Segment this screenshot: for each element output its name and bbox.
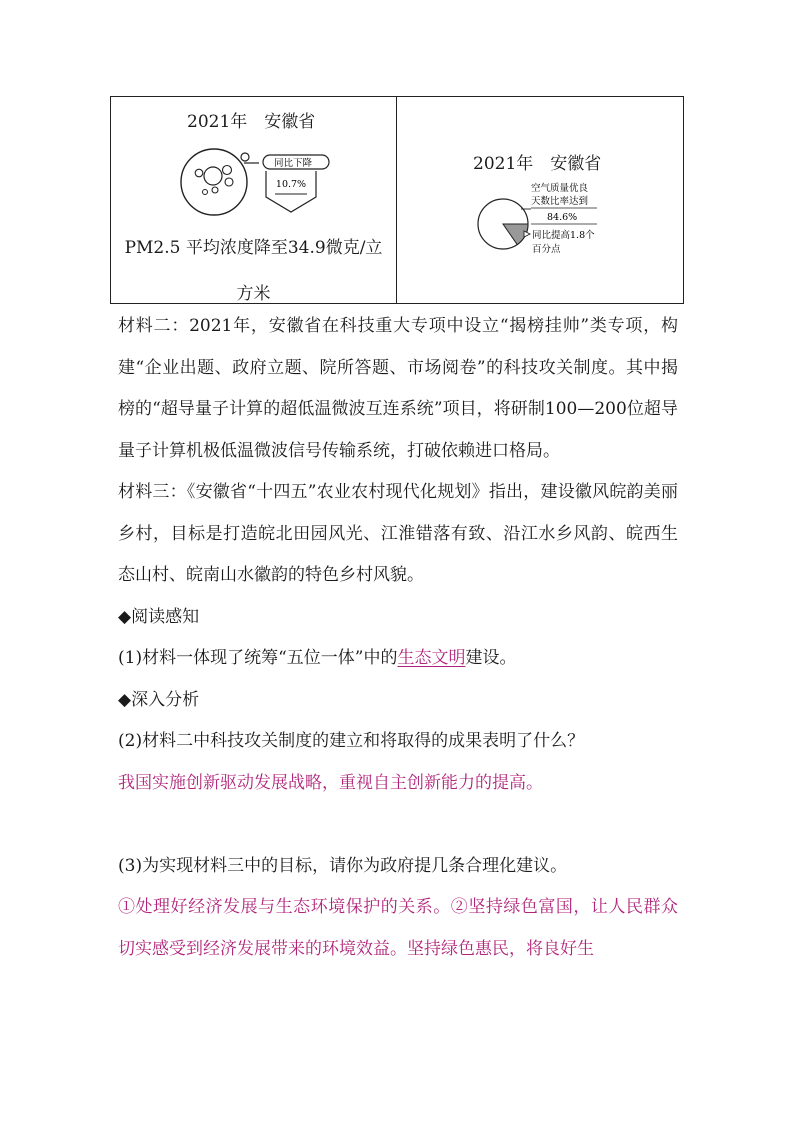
- particle-dot-icon: [203, 190, 208, 195]
- question-three: (3)为实现材料三中的目标，请你为政府提几条合理化建议。: [118, 855, 568, 876]
- pm25-cell: [111, 97, 397, 303]
- air-quality-cell: [397, 97, 683, 303]
- air-quality-pie-chart: [397, 97, 683, 305]
- pie-value: 84.6%: [547, 212, 578, 223]
- pie-note-line2: 百分点: [532, 244, 561, 255]
- particle-dot-icon: [195, 169, 203, 177]
- air-quality-title: 2021年 安徽省: [473, 154, 602, 174]
- pie-note-line1: 同比提高1.8个: [532, 230, 595, 241]
- pie-label-line1: 空气质量优良: [531, 183, 589, 194]
- section-analysis: ◆深入分析: [118, 689, 200, 710]
- particle-dot-icon: [204, 167, 222, 185]
- answer-three: ①处理好经济发展与生态环境保护的关系。②坚持绿色富国，让人民群众切实感受到经济发展带来的环境效益。坚持绿色惠民，将良好生: [118, 897, 678, 959]
- question-one-prefix: (1)材料一体现了统筹“五位一体”中的: [118, 648, 398, 668]
- decrease-value: 10.7%: [275, 179, 307, 190]
- question-one-suffix: 建设。: [465, 648, 517, 668]
- particle-dot-icon: [223, 166, 232, 175]
- answer-two: 我国实施创新驱动发展战略，重视自主创新能力的提高。: [118, 772, 543, 793]
- infographic-table: [110, 96, 684, 304]
- material-three: 材料三：《安徽省“十四五”农业农村现代化规划》指出，建设徽风皖韵美丽乡村，目标是打造皖北田园风光、江淮错落有致、沿江水乡风韵、皖西生态山村、皖南山水徽韵的特色乡村风貌。: [118, 482, 678, 585]
- pm25-title: 2021年 安徽省: [187, 112, 316, 132]
- section-reading: ◆阅读感知: [118, 606, 200, 627]
- document-body: [118, 306, 678, 970]
- material-two: 材料二：2021年，安徽省在科技重大专项中设立“揭榜挂帅”类专项，构建“企业出题、政府立题、院所答题、市场阅卷”的科技攻关制度。其中揭榜的“超导量子计算的超低温微波互连系统”项目，将研制100—200位超导量子计算机极低温微波信号传输系统，打破依赖进口格局。: [118, 316, 678, 461]
- decrease-tag-label: 同比下降: [273, 158, 313, 169]
- pie-label-line2: 天数比率达到: [531, 196, 589, 207]
- question-two: (2)材料二中科技攻关制度的建立和将取得的成果表明了什么？: [118, 731, 585, 751]
- pm25-graphic: [111, 97, 397, 227]
- blank-gap: [118, 804, 678, 846]
- pennant-icon: [266, 171, 316, 212]
- pm25-caption: PM2.5 平均浓度降至34.9微克/立方米: [124, 238, 383, 304]
- question-one: [118, 638, 678, 680]
- question-one-answer: 生态文明: [397, 648, 466, 668]
- particle-dot-icon: [225, 178, 233, 186]
- particle-dot-icon: [212, 187, 218, 193]
